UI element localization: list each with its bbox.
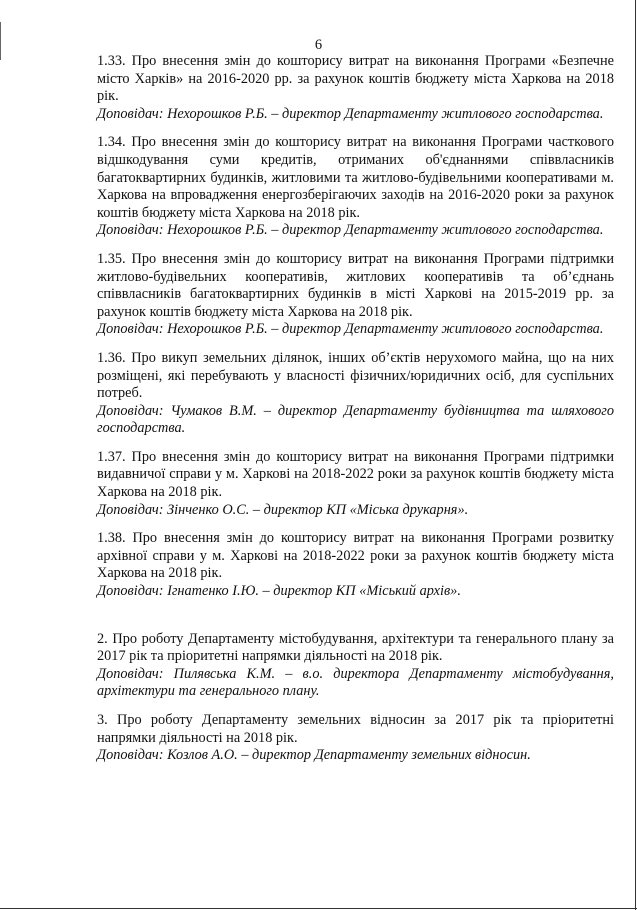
agenda-item-text: 2. Про роботу Департаменту містобудування, архітектури та генерального плану за 2017 рік та пріоритетні напрямки діяльності на 2018 рік.: [97, 630, 614, 665]
agenda-item-speaker: Доповідач: Нехорошков Р.Б. – директор Департаменту житлового господарства.: [97, 105, 604, 122]
agenda-item-speaker: Доповідач: Зінченко О.С. – директор КП «Міська друкарня».: [97, 501, 469, 518]
agenda-item-text: 1.35. Про внесення змін до кошторису витрат на виконання Програми підтримки житлово-будівельних кооперативів, житлових кооперативів та об’єднань співвласників багатоквартирних будинків в місті Харкові на 2015-2019 рр. за рахунок коштів бюджету міста Харкова на 2018 рік.: [97, 250, 614, 320]
agenda-item-text: 3. Про роботу Департаменту земельних відносин за 2017 рік та пріоритетні напрямки діяльності на 2018 рік.: [97, 712, 614, 746]
agenda-item-2: [97, 631, 614, 701]
agenda-item-speaker: Доповідач: Нехорошков Р.Б. – директор Департаменту житлового господарства.: [97, 222, 604, 239]
page-border-bottom: [0, 908, 637, 909]
agenda-item-text: 1.38. Про внесення змін до кошторису витрат на виконання Програми розвитку архівної справи у м. Харкові на 2018-2022 роки за рахунок коштів бюджету міста Харкова на 2018 рік.: [97, 530, 614, 582]
agenda-item-1-36: [97, 350, 614, 438]
agenda-item-speaker: Доповідач: Нехорошков Р.Б. – директор Департаменту житлового господарства.: [97, 321, 604, 338]
agenda-item-1-33: [97, 53, 614, 123]
agenda-item-text: 1.34. Про внесення змін до кошторису витрат на виконання Програми часткового відшкодування суми кредитів, отриманих об'єднаннями співвласників багатоквартирних будинків, житловими та житлово-будівельними кооперативами м. Харкова на впровадження енергозберігаючих заходів на 2016-2020 роки за рахунок коштів бюджету міста Харкова на 2018 рік.: [97, 134, 614, 221]
agenda-item-speaker: Доповідач: Чумаков В.М. – директор Департаменту будівництва та шляхового господарства.: [97, 402, 614, 437]
agenda-item-text: 1.37. Про внесення змін до кошторису витрат на виконання Програми підтримки видавничої справи у м. Харкові на 2018-2022 роки за рахунок коштів бюджету міста Харкова на 2018 рік.: [97, 448, 614, 501]
agenda-item-1-35: [97, 251, 614, 339]
agenda-item-speaker: Доповідач: Пилявська К.М. – в.о. директора Департаменту містобудування, архітектури та генерального плану.: [97, 665, 614, 700]
agenda-item-1-34: [97, 134, 614, 240]
page-number: 6: [314, 37, 323, 53]
agenda-item-speaker: Доповідач: Ігнатенко І.Ю. – директор КП «Міський архів».: [97, 583, 461, 600]
agenda-item-1-37: [97, 449, 614, 519]
agenda-item-1-38: [97, 530, 614, 600]
page-border-right: [635, 0, 636, 910]
agenda-item-text: 1.36. Про викуп земельних ділянок, інших об’єктів нерухомого майна, що на них розміщені, які перебувають у власності фізичних/юридичних осіб, для суспільних потреб.: [97, 349, 614, 402]
agenda-item-speaker: Доповідач: Козлов А.О. – директор Департаменту земельних відносин.: [97, 747, 531, 764]
agenda-list: [97, 53, 614, 776]
agenda-item-text: 1.33. Про внесення змін до кошторису витрат на виконання Програми «Безпечне місто Харків» на 2016-2020 рр. за рахунок коштів бюджету міста Харкова на 2018 рік.: [97, 53, 614, 105]
agenda-item-3: [97, 712, 614, 765]
